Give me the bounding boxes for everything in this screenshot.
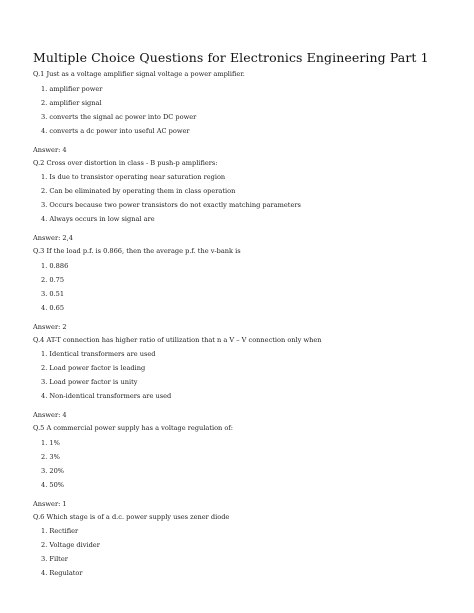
question-3: Q.3 If the load p.f. is 0.866, then the average p.f. the v-bank is: [33, 247, 241, 255]
question-4-option-3: 3. Load power factor is unity: [41, 378, 138, 386]
question-2-option-3: 3. Occurs because two power transistors do not exactly matching parameters: [41, 201, 301, 209]
question-2-option-4: 4. Always occurs in low signal are: [41, 215, 155, 223]
question-2-answer: Answer: 2,4: [33, 234, 73, 242]
question-5-option-3: 3. 20%: [41, 467, 65, 475]
question-4: Q.4 AT-T connection has higher ratio of utilization that n a V – V connection only when: [33, 336, 322, 344]
question-4-option-2: 2. Load power factor is leading: [41, 364, 146, 372]
question-6: Q.6 Which stage is of a d.c. power supply uses zener diode: [33, 513, 230, 521]
question-5-answer: Answer: 1: [33, 500, 67, 508]
question-5: Q.5 A commercial power supply has a voltage regulation of:: [33, 424, 234, 432]
question-6-option-1: 1. Rectifier: [41, 527, 79, 535]
question-6-option-2: 2. Voltage divider: [41, 541, 100, 549]
question-4-option-4: 4. Non-identical transformers are used: [41, 392, 172, 400]
question-6-option-4: 4. Regulator: [41, 569, 83, 577]
question-1-answer: Answer: 4: [33, 146, 67, 154]
question-2-option-2: 2. Can be eliminated by operating them in class operation: [41, 187, 236, 195]
question-3-option-4: 4. 0.65: [41, 304, 65, 312]
question-2: Q.2 Cross over distortion in class - B push-p amplifiers:: [33, 159, 218, 167]
question-2-option-1: 1. Is due to transistor operating near saturation region: [41, 173, 226, 181]
question-3-answer: Answer: 2: [33, 323, 67, 331]
question-1-option-4: 4. converts a dc power into useful AC power: [41, 127, 190, 135]
question-5-option-4: 4. 50%: [41, 481, 65, 489]
question-1-option-1: 1. amplifier power: [41, 85, 103, 93]
question-4-option-1: 1. Identical transformers are used: [41, 350, 156, 358]
question-6-option-3: 3. Filter: [41, 555, 68, 563]
question-3-option-1: 1. 0.886: [41, 262, 69, 270]
page-title: Multiple Choice Questions for Electronics Engineering Part 1: [33, 50, 429, 65]
question-5-option-1: 1. 1%: [41, 439, 60, 447]
question-4-answer: Answer: 4: [33, 411, 67, 419]
question-1: Q.1 Just as a voltage amplifier signal voltage a power amplifier.: [33, 70, 245, 78]
question-5-option-2: 2. 3%: [41, 453, 60, 461]
question-1-option-2: 2. amplifier signal: [41, 99, 102, 107]
question-1-option-3: 3. converts the signal ac power into DC power: [41, 113, 197, 121]
question-3-option-3: 3. 0.51: [41, 290, 65, 298]
question-3-option-2: 2. 0.75: [41, 276, 65, 284]
